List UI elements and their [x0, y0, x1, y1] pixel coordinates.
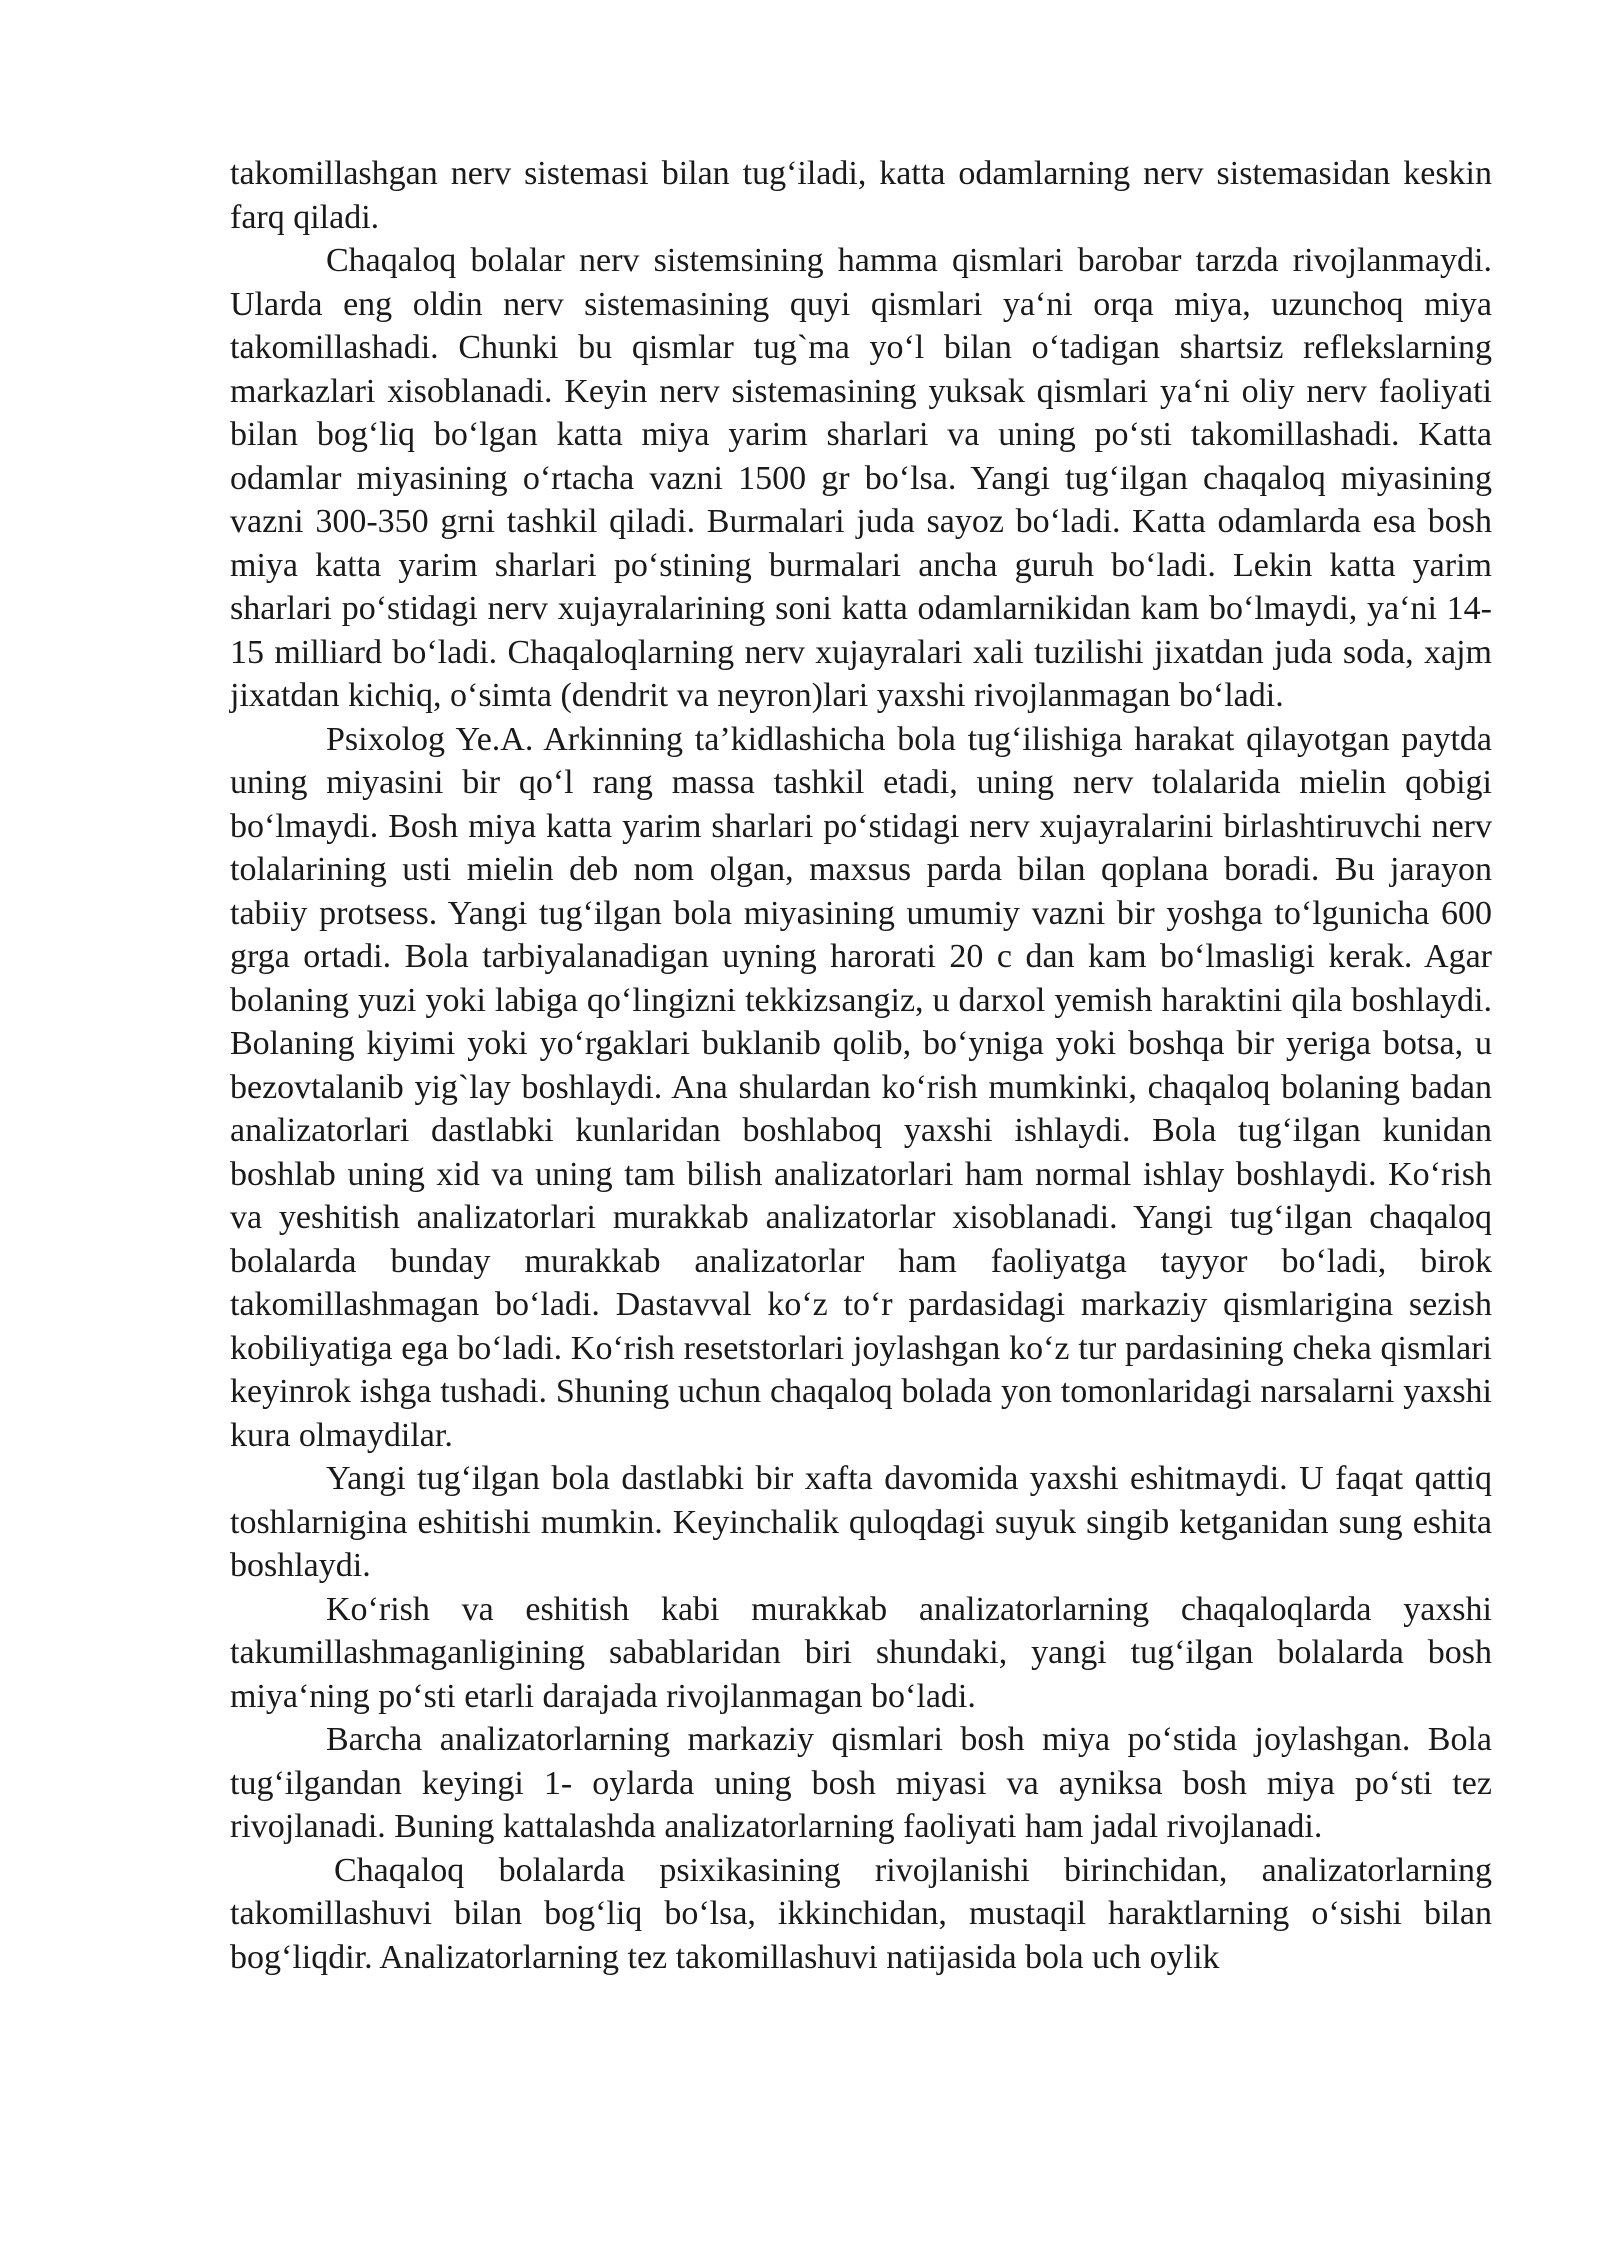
paragraph-7: Chaqaloq bolalarda psixikasining rivojlanishi birinchidan, analizatorlarning takomillashuvi bilan bog‘liq bo‘lsa, ikkinchidan, mustaqil haraktlarning o‘sishi bilan bog‘liqdir. Analizatorlarning tez takomillashuvi natijasida bola uch oylik — [230, 1851, 1492, 1976]
paragraph-5: Ko‘rish va eshitish kabi murakkab analizatorlarning chaqaloqlarda yaxshi takumillashmaganligining sabablaridan biri shundaki, yangi tug‘ilgan bolalarda bosh miya‘ning po‘sti etarli darajada rivojlanmagan bo‘ladi. — [230, 1590, 1492, 1715]
paragraph-4: Yangi tug‘ilgan bola dastlabki bir xafta davomida yaxshi eshitmaydi. U faqat qattiq toshlarnigina eshitishi mumkin. Keyinchalik quloqdagi suyuk singib ketganidan sung eshita boshlaydi. — [230, 1460, 1492, 1584]
paragraph-2: Chaqaloq bolalar nerv sistemsining hamma qismlari barobar tarzda rivojlanmaydi. Ularda eng oldin nerv sistemasining quyi qismlari ya‘ni orqa miya, uzunchoq miya takomillashadi. Chunki bu qismlar tug`ma yo‘l bilan o‘tadigan shartsiz reflekslarning markazlari xisoblanadi. Keyin nerv sistemasining yuksak qismlari ya‘ni oliy nerv faoliyati bilan bog‘liq bo‘lgan katta miya yarim sharlari va uning po‘sti takomillashadi. Katta odamlar miyasining o‘rtacha vazni 1500 gr bo‘lsa. Yangi tug‘ilgan chaqaloq miyasining vazni 300-350 grni tashkil qiladi. Burmalari juda sayoz bo‘ladi. Katta odamlarda esa bosh miya katta yarim sharlari po‘stining burmalari ancha guruh bo‘ladi. Lekin katta yarim sharlari po‘stidagi nerv xujayralarining soni katta odamlarnikidan kam bo‘lmaydi, ya‘ni 14-15 milliard bo‘ladi. Chaqaloqlarning nerv xujayralari xali tuzilishi jixatdan juda soda, xajm jixatdan kichiq, o‘simta (dendrit va neyron)lari yaxshi rivojlanmagan bo‘ladi. — [230, 242, 1492, 714]
paragraph-6: Barcha analizatorlarning markaziy qismlari bosh miya po‘stida joylashgan. Bola tug‘ilgandan keyingi 1- oylarda uning bosh miyasi va ayniksa bosh miya po‘sti tez rivojlanadi. Buning kattalashda analizatorlarning faoliyati ham jadal rivojlanadi. — [230, 1721, 1492, 1845]
paragraph-3: Psixolog Ye.A. Arkinning ta’kidlashicha bola tug‘ilishiga harakat qilayotgan paytda uning miyasini bir qo‘l rang massa tashkil etadi, uning nerv tolalarida mielin qobigi bo‘lmaydi. Bosh miya katta yarim sharlari po‘stidagi nerv xujayralarini birlashtiruvchi nerv tolalarining usti mielin deb nom olgan, maxsus parda bilan qoplana boradi. Bu jarayon tabiiy protsess. Yangi tug‘ilgan bola miyasining umumiy vazni bir yoshga to‘lgunicha 600 grga ortadi. Bola tarbiyalanadigan uyning harorati 20 c dan kam bo‘lmasligi kerak. Agar bolaning yuzi yoki labiga qo‘lingizni tekkizsangiz, u darxol yemish haraktini qila boshlaydi. Bolaning kiyimi yoki yo‘rgaklari buklanib qolib, bo‘yniga yoki boshqa bir yeriga botsa, u bezovtalanib yig`lay boshlaydi. Ana shulardan ko‘rish mumkinki, chaqaloq bolaning badan analizatorlari dastlabki kunlaridan boshlaboq yaxshi ishlaydi. Bola tug‘ilgan kunidan boshlab uning xid va uning tam bilish analizatorlari ham normal ishlay boshlaydi. Ko‘rish va yeshitish analizatorlari murakkab analizatorlar xisoblanadi. Yangi tug‘ilgan chaqaloq bolalarda bunday murakkab analizatorlar ham faoliyatga tayyor bo‘ladi, birok takomillashmagan bo‘ladi. Dastavval ko‘z to‘r pardasidagi markaziy qismlarigina sezish kobiliyatiga ega bo‘ladi. Ko‘rish resetstorlari joylashgan ko‘z tur pardasining cheka qismlari keyinrok ishga tushadi. Shuning uchun chaqaloq bolada yon tomonlaridagi narsalarni yaxshi kura olmaydilar. — [230, 720, 1492, 1454]
document-page — [230, 152, 1492, 1979]
paragraph-1: takomillashgan nerv sistemasi bilan tug‘iladi, katta odamlarning nerv sistemasidan keskin farq qiladi. — [230, 155, 1492, 236]
